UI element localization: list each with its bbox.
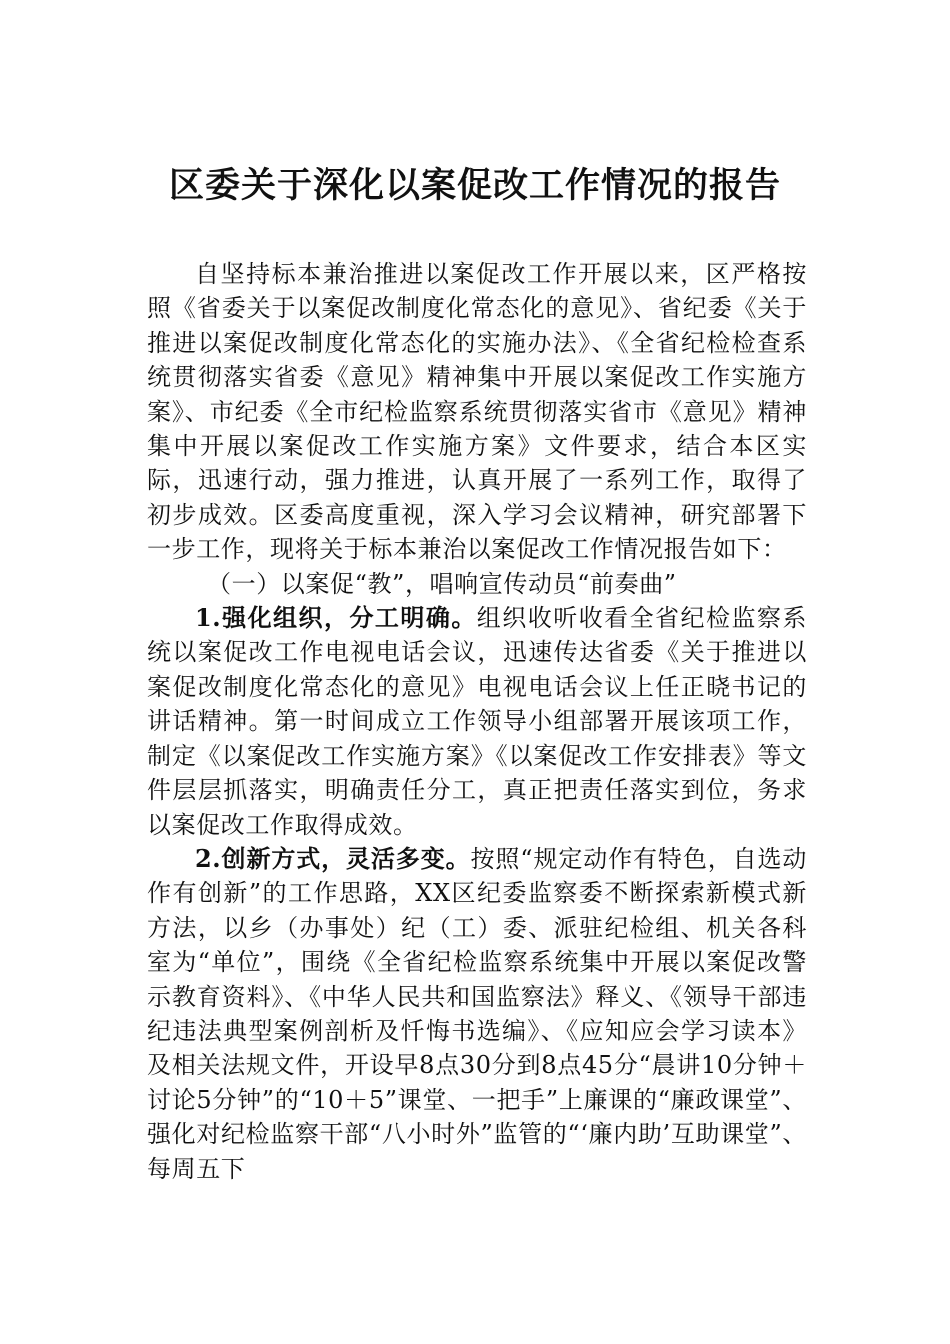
document-title: 区委关于深化以案促改工作情况的报告 [168,165,781,206]
item-lead-2: 2.创新方式，灵活多变。 [195,843,471,873]
item-text-1: 组织收听收看全省纪检监察系统以案促改工作电视电话会议，迅速传达省委《关于推进以案促改制度化常态化的意见》电视电话会议上任正晓书记的讲话精神。第一时间成立工作领导小组部署开展该项工作，制定《以案促改工作实施方案》《以案促改工作安排表》等文件层层抓落实，明确责任分工，真正把责任落实到位，务求以案促改工作取得成效。 [147,604,807,839]
intro-paragraph: 自坚持标本兼治推进以案促改工作开展以来，区严格按照《省委关于以案促改制度化常态化的意见》、省纪委《关于推进以案促改制度化常态化的实施办法》、《全省纪检检查系统贯彻落实省委《意见》精神集中开展以案促改工作实施方案》、市纪委《全市纪检监察系统贯彻落实省市《意见》精神集中开展以案促改工作实施方案》文件要求，结合本区实际，迅速行动，强力推进，认真开展了一系列工作，取得了初步成效。区委高度重视，深入学习会议精神，研究部署下一步工作，现将关于标本兼治以案促改工作情况报告如下： [147,260,807,564]
item-paragraph-2 [147,842,807,1186]
section-heading: （一）以案促“教”，唱响宣传动员“前奏曲” [207,569,677,598]
document-body [147,257,807,1186]
item-lead-1: 1.强化组织，分工明确。 [195,603,477,633]
item-paragraph-1 [147,601,807,842]
item-text-2: 按照“规定动作有特色，自选动作有创新”的工作思路，XX区纪委监察委不断探索新模式新方法，以乡（办事处）纪（工）委、派驻纪检组、机关各科室为“单位”，围绕《全省纪检监察系统集中开展以案促改警示教育资料》、《中华人民共和国监察法》释义、《领导干部违纪违法典型案例剖析及忏悔书选编》、《应知应会学习读本》及相关法规文件，开设早8点30分到8点45分“晨讲10分钟＋讨论5分钟”的“10＋5”课堂、一把手”上廉课的“廉政课堂”、强化对纪检监察干部“八小时外”监管的“‘廉内助’互助课堂”、每周五下 [147,844,807,1183]
